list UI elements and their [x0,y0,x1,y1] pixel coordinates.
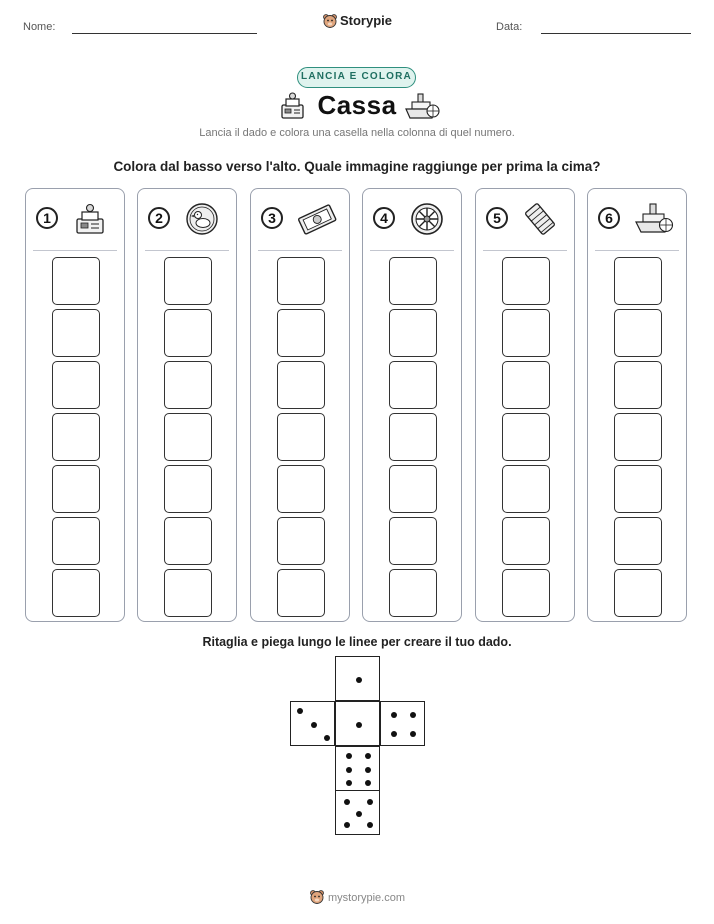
color-box[interactable] [164,517,212,565]
column-3 [250,188,350,622]
die-pip [365,753,371,759]
color-box[interactable] [614,413,662,461]
color-box[interactable] [52,569,100,617]
column-6 [587,188,687,622]
color-box[interactable] [277,517,325,565]
die-pip [410,712,416,718]
die-pip [297,708,303,714]
die-pip [365,767,371,773]
color-box[interactable] [614,465,662,513]
column-1 [25,188,125,622]
color-box[interactable] [614,517,662,565]
column-4 [362,188,462,622]
bear-mascot-icon [322,13,338,29]
footer-url: mystorypie.com [327,892,406,904]
banknote-icon [297,201,337,242]
column-divider [33,250,117,251]
column-number: 1 [36,207,58,229]
color-box[interactable] [52,257,100,305]
color-box[interactable] [164,361,212,409]
color-box[interactable] [277,257,325,305]
color-box[interactable] [502,465,550,513]
column-2 [137,188,237,622]
die-pip [346,780,352,786]
color-box[interactable] [164,569,212,617]
color-box[interactable] [389,257,437,305]
brand-name: Storypie [339,13,392,28]
color-box[interactable] [614,569,662,617]
color-box[interactable] [52,309,100,357]
die-pip [324,735,330,741]
duck-coin-icon [184,201,220,242]
page-title: Cassa [317,90,397,120]
die-pip [391,712,397,718]
steamboat-icon [634,201,674,242]
die-face-3 [290,701,335,746]
question-text: Colora dal basso verso l'alto. Quale immagine raggiunge per prima la cima? [113,159,601,174]
cash-register-icon [72,201,108,242]
die-pip [344,822,350,828]
name-line[interactable] [72,33,257,34]
die-pip [346,767,352,773]
color-box[interactable] [277,569,325,617]
die-pip [311,722,317,728]
die-pip [367,799,373,805]
die-pip [410,731,416,737]
die-face-1 [335,656,380,701]
color-box[interactable] [52,465,100,513]
color-box[interactable] [614,309,662,357]
color-box[interactable] [502,309,550,357]
die-pip [356,722,362,728]
die-pip [346,753,352,759]
die-face-5 [335,790,380,835]
color-box[interactable] [389,569,437,617]
die-face-6 [335,746,380,791]
coin-roll-icon [522,201,558,242]
steamboat-icon [404,92,440,122]
die-pip [367,822,373,828]
color-box[interactable] [277,413,325,461]
footer [0,889,714,905]
date-label: Data: [496,21,523,33]
color-box[interactable] [164,413,212,461]
cut-instruction: Ritaglia e piega lungo le linee per creare il tuo dado. [202,635,512,649]
column-divider [258,250,342,251]
name-label: Nome: [23,21,56,33]
color-box[interactable] [389,361,437,409]
color-box[interactable] [502,257,550,305]
color-box[interactable] [164,257,212,305]
color-box[interactable] [389,517,437,565]
instruction-subtitle: Lancia il dado e colora una casella nella colonna di quel numero. [199,127,515,139]
column-divider [483,250,567,251]
color-box[interactable] [52,361,100,409]
brand-logo [0,13,714,29]
column-number: 3 [261,207,283,229]
die-pip [356,677,362,683]
column-number: 4 [373,207,395,229]
color-box[interactable] [614,257,662,305]
date-line[interactable] [541,33,691,34]
die-face-4 [380,701,425,746]
color-box[interactable] [389,309,437,357]
color-box[interactable] [502,413,550,461]
color-box[interactable] [164,309,212,357]
die-pip [344,799,350,805]
column-divider [370,250,454,251]
color-box[interactable] [164,465,212,513]
bear-mascot-icon [309,889,325,905]
wheel-icon [409,201,445,242]
color-box[interactable] [614,361,662,409]
activity-badge: LANCIA E COLORA [297,67,416,88]
color-box[interactable] [502,517,550,565]
color-box[interactable] [502,361,550,409]
die-pip [356,811,362,817]
color-box[interactable] [277,361,325,409]
column-5 [475,188,575,622]
column-divider [595,250,679,251]
column-number: 6 [598,207,620,229]
die-pip [365,780,371,786]
die-pip [391,731,397,737]
color-box[interactable] [52,413,100,461]
color-box[interactable] [277,309,325,357]
column-divider [145,250,229,251]
column-number: 5 [486,207,508,229]
color-box[interactable] [502,569,550,617]
color-box[interactable] [52,517,100,565]
column-number: 2 [148,207,170,229]
color-box[interactable] [389,413,437,461]
die-face-1 [335,701,380,746]
color-box[interactable] [277,465,325,513]
color-box[interactable] [389,465,437,513]
